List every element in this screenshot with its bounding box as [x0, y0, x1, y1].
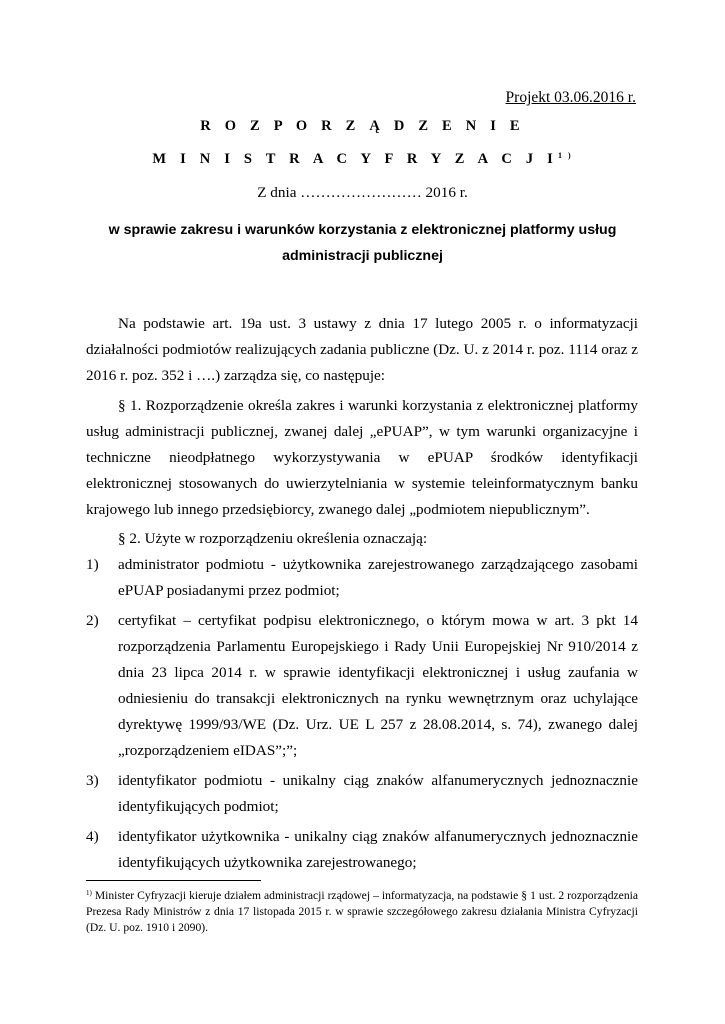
footnote-divider: [86, 880, 261, 881]
section-1-block: [86, 393, 638, 523]
list-item-text: identyfikator podmiotu - unikalny ciąg znaków alfanumerycznych jednoznacznie identyfikujących podmiot;: [118, 772, 638, 815]
list-item: [86, 608, 638, 764]
doc-type-title: R O Z P O R Z Ą D Z E N I E: [200, 118, 525, 134]
project-label: Projekt 03.06.2016 r.: [505, 89, 636, 106]
list-item: [86, 824, 638, 876]
list-item-number: 4): [86, 828, 99, 845]
definitions-list: [86, 552, 638, 880]
section-1-paragraph: § 1. Rozporządzenie określa zakres i warunki korzystania z elektronicznej platformy usług administracji publicznej, zwanej dalej „ePUAP”, w tym warunki organizacyjne i techniczne nieodpłatnego wykorzystywania w ePUAP środków identyfikacji elektronicznej stosowanych do uwierzytelniania w systemie teleinformatycznym banku krajowego lub innego przedsiębiorcy, zwanego dalej „podmiotem niepublicznym”.: [86, 397, 638, 518]
issuer-title: [0, 151, 725, 168]
list-item-text: identyfikator użytkownika - unikalny ciąg znaków alfanumerycznych jednoznacznie identyfikujących użytkownika zarejestrowanego;: [118, 828, 638, 871]
footnote-text: Minister Cyfryzacji kieruje działem administracji rządowej – informatyzacja, na podstawie § 1 ust. 2 rozporządzenia Prezesa Rady Ministrów z dnia 17 listopada 2015 r. w sprawie szczegółowego zakresu działania Ministra Cyfryzacji (Dz. U. poz. 1910 i 2090).: [86, 889, 638, 934]
section-2-block: [86, 526, 638, 552]
issuer-footnote-ref: 1 ): [557, 151, 573, 160]
list-item: [86, 768, 638, 820]
subject-line-1: w sprawie zakresu i warunków korzystania z elektronicznej platformy usług: [108, 222, 617, 238]
list-item-number: 3): [86, 772, 99, 789]
list-item-text: administrator podmiotu - użytkownika zarejestrowanego zarządzającego zasobami ePUAP posiadanymi przez podmiot;: [118, 556, 638, 599]
footnote-ref: 1): [86, 889, 92, 897]
section-2-intro: § 2. Użyte w rozporządzeniu określenia oznaczają:: [118, 530, 428, 547]
subject-line-2: administracji publicznej: [282, 248, 443, 264]
list-item-number: 2): [86, 612, 99, 629]
footnote: [86, 885, 638, 936]
subject-heading: [0, 217, 725, 269]
list-item: [86, 552, 638, 604]
list-item-number: 1): [86, 556, 99, 573]
legal-basis-paragraph: Na podstawie art. 19a ust. 3 ustawy z dnia 17 lutego 2005 r. o informatyzacji działalności podmiotów realizujących zadania publiczne (Dz. U. z 2014 r. poz. 1114 oraz z 2016 r. poz. 352 i ….) zarządza się, co następuje:: [86, 315, 638, 384]
list-item-text: certyfikat – certyfikat podpisu elektronicznego, o którym mowa w art. 3 pkt 14 rozporządzenia Parlamentu Europejskiego i Rady Unii Europejskiej Nr 910/2014 z dnia 23 lipca 2014 r. w sprawie identyfikacji elektronicznej i usług zaufania w odniesieniu do transakcji elektronicznych na rynku wewnętrznym oraz uchylające dyrektywę 1999/93/WE (Dz. Urz. UE L 257 z 28.08.2014, s. 74), zwanego dalej „rozporządzeniem eIDAS”;”;: [118, 612, 638, 759]
date-line: Z dnia …………………… 2016 r.: [257, 184, 468, 201]
legal-basis-block: [86, 311, 638, 389]
issuer-name: M I N I S T R A C Y F R Y Z A C J I: [152, 151, 558, 167]
